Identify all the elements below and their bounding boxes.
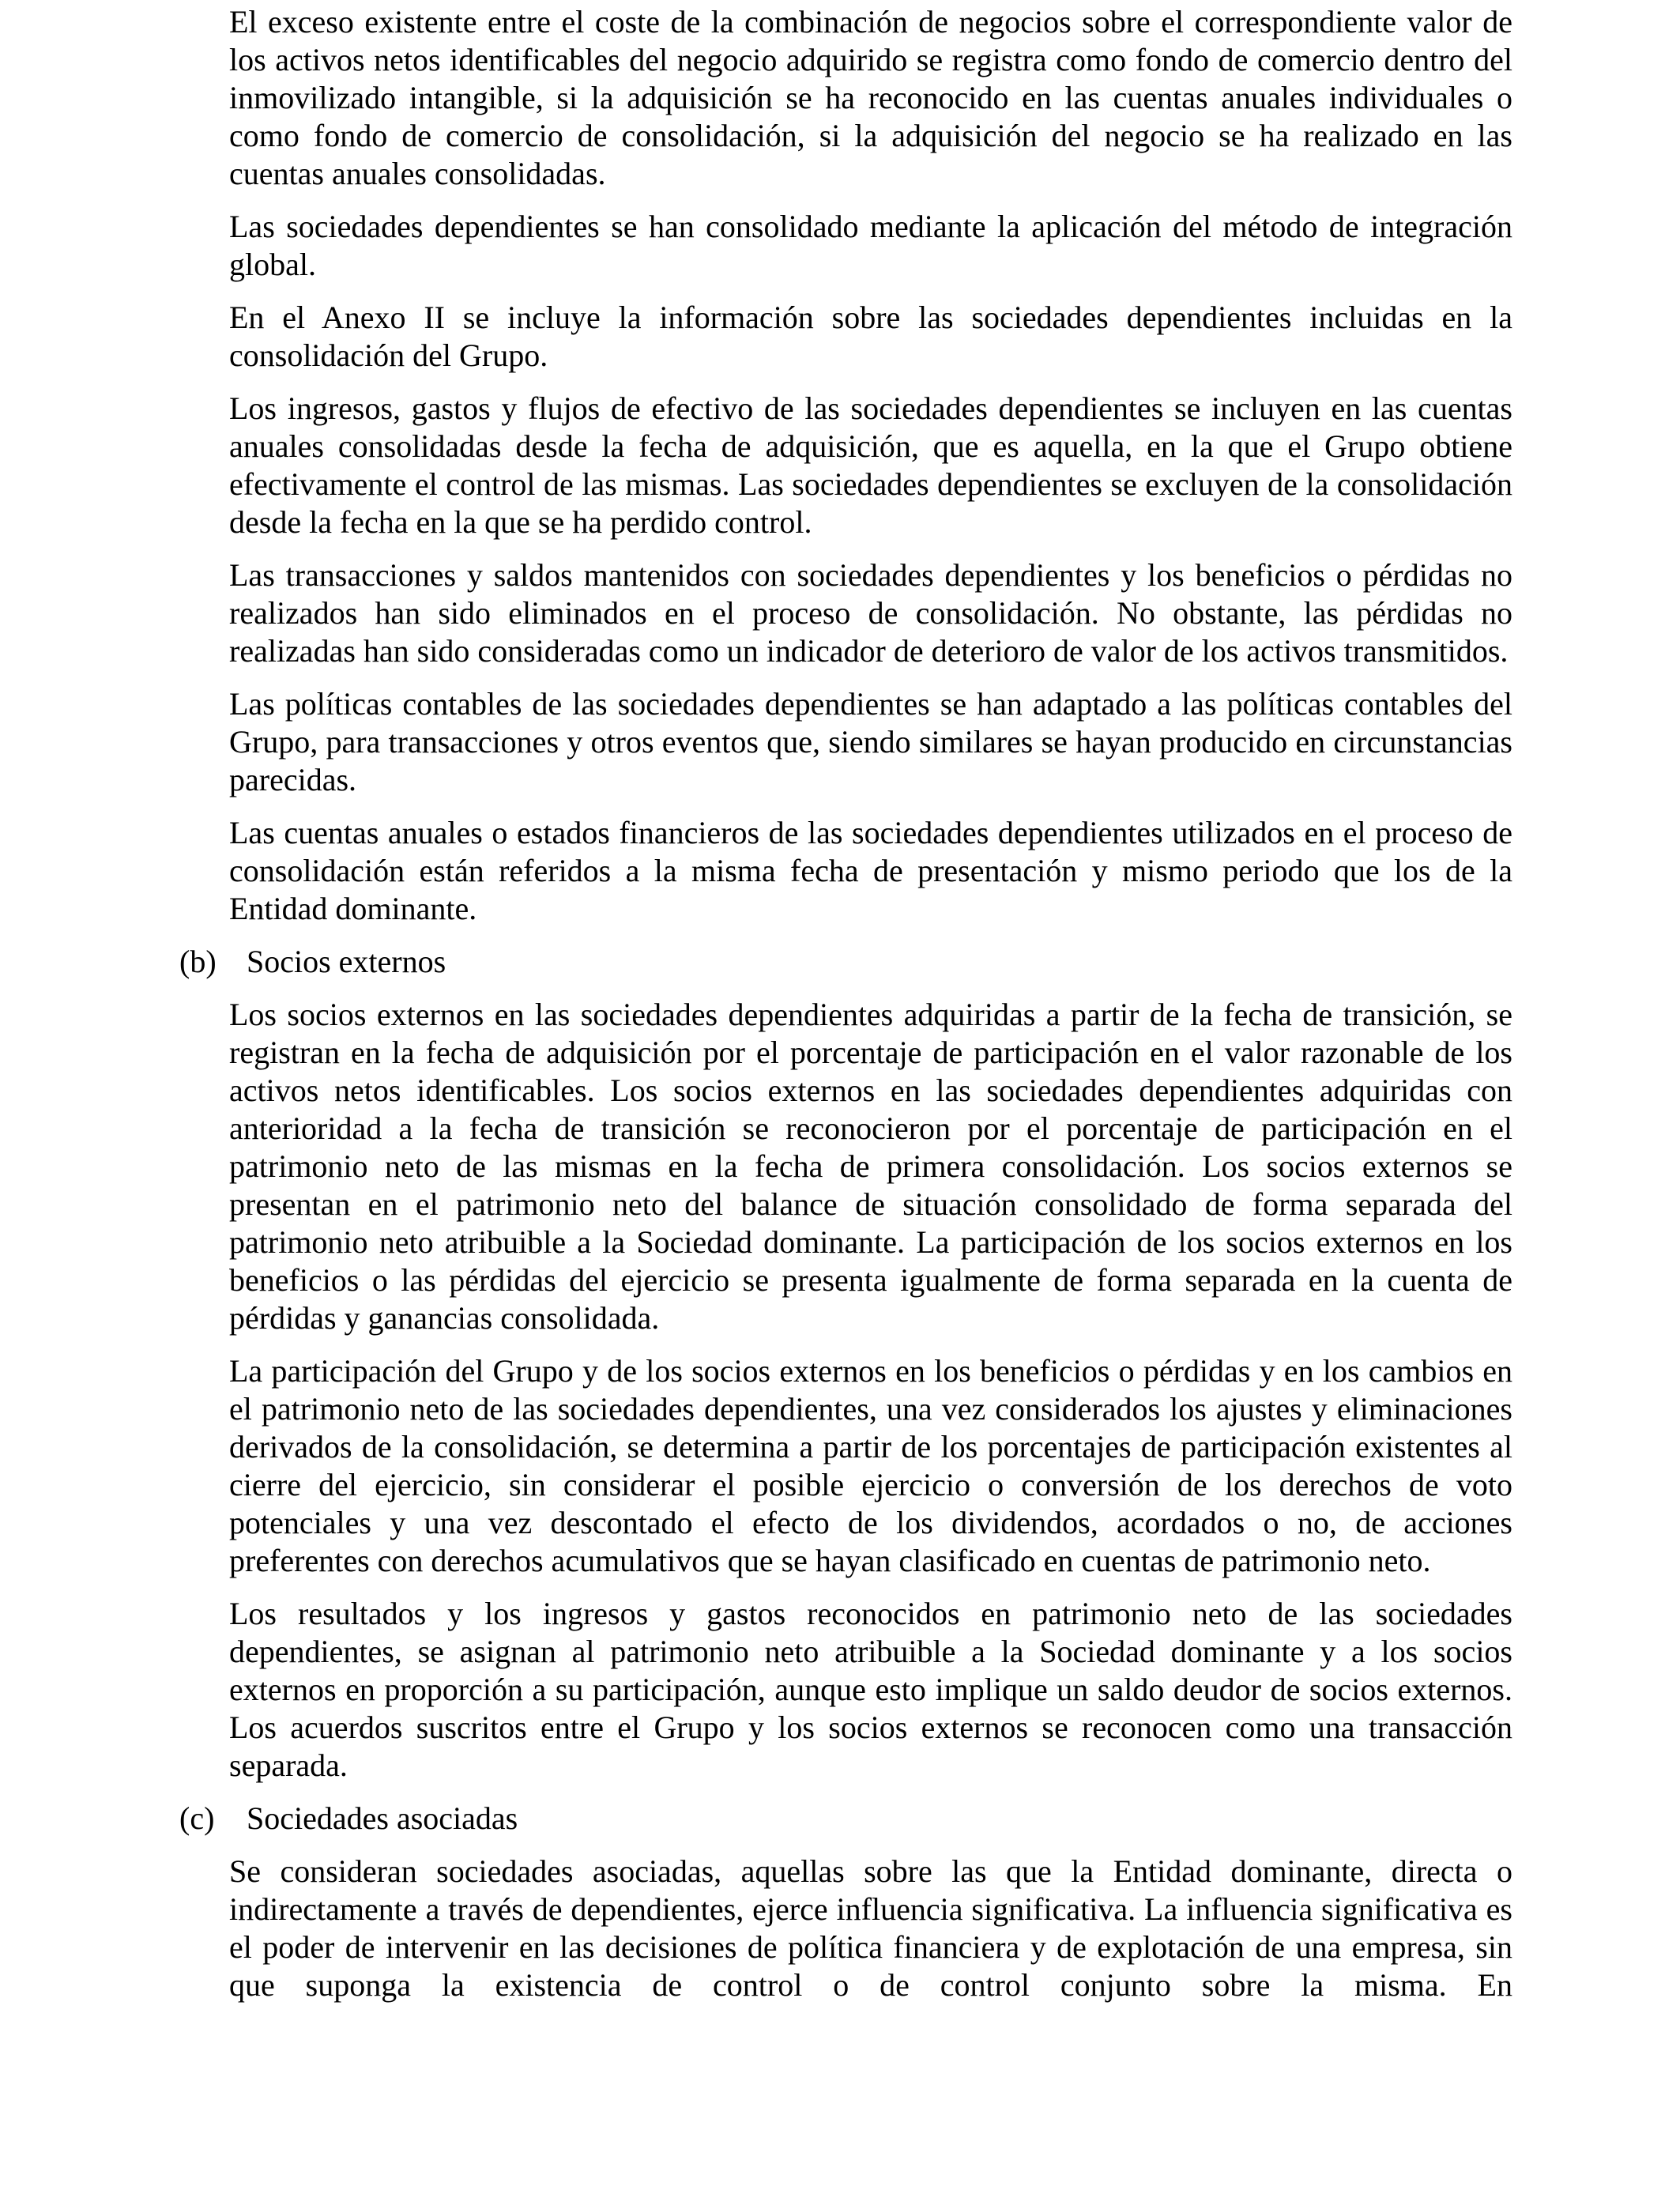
- paragraph: Los resultados y los ingresos y gastos reconocidos en patrimonio neto de las sociedades dependientes, se asignan al patrimonio neto atribuible a la Sociedad dominante y a los socios externos en proporción a su participación, aunque esto implique un saldo deudor de socios externos. Los acuerdos suscritos entre el Grupo y los socios externos se reconocen como una transacción separada.: [229, 1596, 1512, 1783]
- section-title: Socios externos: [247, 944, 446, 979]
- section-marker: (c): [179, 1800, 215, 1836]
- paragraph: Los socios externos en las sociedades dependientes adquiridas a partir de la fecha de transición, se registran en la fecha de adquisición por el porcentaje de participación en el valor razonable de los activos netos identificables. Los socios externos en las sociedades dependientes adquiridas con anterioridad a la fecha de transición se reconocieron por el porcentaje de participación en el patrimonio neto de las mismas en la fecha de primera consolidación. Los socios externos se presentan en el patrimonio neto del balance de situación consolidado de forma separada del patrimonio neto atribuible a la Sociedad dominante. La participación de los socios externos en los beneficios o las pérdidas del ejercicio se presenta igualmente de forma separada en la cuenta de pérdidas y ganancias consolidada.: [229, 997, 1512, 1336]
- paragraph: Los ingresos, gastos y flujos de efectivo de las sociedades dependientes se incluyen en las cuentas anuales consolidadas desde la fecha de adquisición, que es aquella, en la que el Grupo obtiene efectivamente el control de las mismas. Las sociedades dependientes se excluyen de la consolidación desde la fecha en la que se ha perdido control.: [229, 390, 1512, 540]
- document-body: [179, 3, 1512, 2019]
- paragraph: Las transacciones y saldos mantenidos con sociedades dependientes y los beneficios o pérdidas no realizados han sido eliminados en el proceso de consolidación. No obstante, las pérdidas no realizadas han sido consideradas como un indicador de deterioro de valor de los activos transmitidos.: [229, 557, 1512, 669]
- section-heading-sociedades-asociadas: [179, 1800, 1512, 1838]
- paragraph: Las sociedades dependientes se han consolidado mediante la aplicación del método de integración global.: [229, 209, 1512, 282]
- section-marker: (b): [179, 944, 217, 979]
- paragraph: El exceso existente entre el coste de la combinación de negocios sobre el correspondiente valor de los activos netos identificables del negocio adquirido se registra como fondo de comercio dentro del inmovilizado intangible, si la adquisición se ha reconocido en las cuentas anuales individuales o como fondo de comercio de consolidación, si la adquisición del negocio se ha realizado en las cuentas anuales consolidadas.: [229, 4, 1512, 191]
- section-title: Sociedades asociadas: [247, 1800, 518, 1836]
- paragraph: La participación del Grupo y de los socios externos en los beneficios o pérdidas y en los cambios en el patrimonio neto de las sociedades dependientes, una vez considerados los ajustes y eliminaciones derivados de la consolidación, se determina a partir de los porcentajes de participación existentes al cierre del ejercicio, sin considerar el posible ejercicio o conversión de los derechos de voto potenciales y una vez descontado el efecto de los dividendos, acordados o no, de acciones preferentes con derechos acumulativos que se hayan clasificado en cuentas de patrimonio neto.: [229, 1353, 1512, 1578]
- paragraph: Se consideran sociedades asociadas, aquellas sobre las que la Entidad dominante, directa o indirectamente a través de dependientes, ejerce influencia significativa. La influencia significativa es el poder de intervenir en las decisiones de política financiera y de explotación de una empresa, sin que suponga la existencia de control o de control conjunto sobre la misma. En: [229, 1853, 1512, 2003]
- section-heading-socios-externos: [179, 943, 1512, 981]
- paragraph: En el Anexo II se incluye la información sobre las sociedades dependientes incluidas en la consolidación del Grupo.: [229, 300, 1512, 373]
- paragraph: Las cuentas anuales o estados financieros de las sociedades dependientes utilizados en el proceso de consolidación están referidos a la misma fecha de presentación y mismo periodo que los de la Entidad dominante.: [229, 815, 1512, 926]
- paragraph: Las políticas contables de las sociedades dependientes se han adaptado a las políticas contables del Grupo, para transacciones y otros eventos que, siendo similares se hayan producido en circunstancias parecidas.: [229, 686, 1512, 797]
